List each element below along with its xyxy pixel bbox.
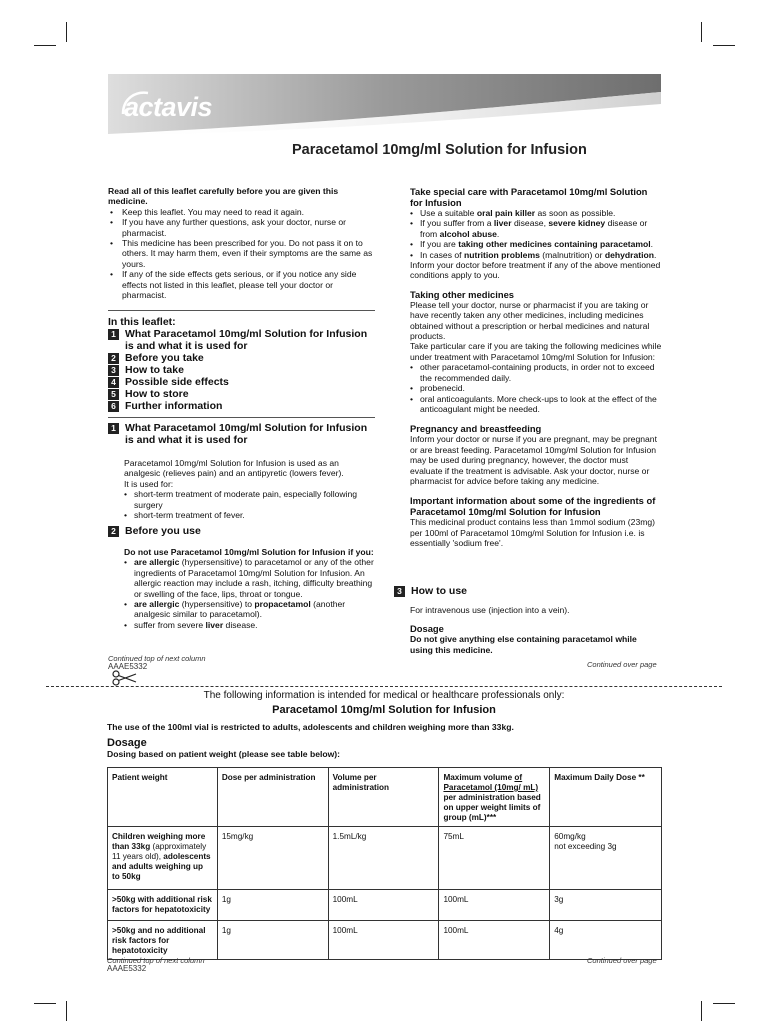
paragraph: Inform your doctor before treatment if any of the above mentioned conditions apply to you. — [410, 260, 661, 281]
warning-text: Do not give anything else containing paracetamol while using this medicine. — [410, 634, 637, 655]
paragraph: Paracetamol 10mg/ml Solution for Infusion is used as an analgesic (relieves pain) and an antipyretic (lowers fever). — [124, 458, 344, 479]
table-cell: 60mg/kg not exceeding 3g — [550, 827, 662, 890]
table-cell: 100mL — [439, 921, 550, 960]
intro-heading: Read all of this leaflet carefully before you are given this medicine. — [108, 186, 339, 207]
list-item: • are allergic (hypersensitive) to propacetamol (another analgesic similar to paracetamol). — [124, 599, 376, 620]
cut-line — [46, 686, 722, 687]
list-item: • probenecid. — [410, 383, 662, 393]
table-cell: 1.5mL/kg — [328, 827, 439, 890]
crop-mark — [701, 1001, 702, 1021]
section-3 — [394, 585, 662, 597]
section-number: 6 — [108, 401, 119, 412]
divider — [108, 310, 375, 311]
list-item: • If any of the side effects gets serious, or if you notice any side effects not listed in this leaflet, please tell your doctor or pharmacist. — [108, 269, 374, 300]
section-title: What Paracetamol 10mg/ml Solution for Infusion is and what it is used for — [125, 422, 368, 446]
section-3-body — [410, 605, 662, 655]
table-header-row — [108, 768, 662, 827]
document-code: AAAE5332 — [107, 964, 147, 973]
table-cell: 1g — [217, 890, 328, 921]
table-cell: Children weighing more than 33kg (approximately 11 years old), adolescents and adults weighing up to 50kg — [108, 827, 218, 890]
subheading: Taking other medicines — [410, 288, 515, 300]
table-cell: 100mL — [439, 890, 550, 921]
section-number: 3 — [108, 365, 119, 376]
section-heading — [108, 525, 374, 537]
paragraph: Take particular care if you are taking the following medicines while under treatment with Paracetamol 10mg/ml Solution for Infusion: — [410, 341, 662, 362]
subheading: Dosage — [410, 623, 444, 635]
list-item: • If you have any further questions, ask your doctor, nurse or pharmacist. — [108, 217, 374, 238]
table-row — [108, 921, 662, 960]
table-cell: >50kg with additional risk factors for hepatotoxicity — [108, 890, 218, 921]
dosage-heading: Dosage — [107, 737, 147, 749]
table-header-cell: Maximum volume of Paracetamol (10mg/ mL) per administration based on upper weight limits of group (mL)*** — [439, 768, 550, 827]
section-heading — [108, 422, 374, 446]
paragraph: It is used for: — [124, 478, 174, 489]
table-cell: >50kg and no additional risk factors for hepatotoxicity — [108, 921, 218, 960]
list-item: • other paracetamol-containing products, in order not to exceed the recommended daily. — [410, 362, 662, 383]
subheading: Pregnancy and breastfeeding — [410, 423, 542, 435]
table-cell: 100mL — [328, 921, 439, 960]
list-item: • Keep this leaflet. You may need to read it again. — [108, 207, 374, 217]
right-column — [410, 186, 662, 549]
dosage-subheading: Dosing based on patient weight (please see table below): — [107, 749, 341, 759]
section-number: 1 — [108, 423, 119, 434]
restriction-text: The use of the 100ml vial is restricted to adults, adolescents and children weighing more than 33kg. — [107, 722, 514, 732]
toc-item — [108, 364, 374, 376]
toc-label: How to store — [125, 388, 189, 400]
list-item: • oral anticoagulants. More check-ups to look at the effect of the anticoagulant might be needed. — [410, 394, 662, 415]
section-1 — [108, 422, 374, 446]
toc-label: How to take — [125, 364, 184, 376]
table-cell: 3g — [550, 890, 662, 921]
paragraph: Inform your doctor or nurse if you are pregnant, may be pregnant or are breast feeding. Paracetamol 10mg/ml Solution for Infusion may be used during pregnancy, however, the doctor must evaluate if the treatment is advisable. Ask your doctor, nurse or pharmacist for advice before taking any medicine. — [410, 434, 657, 486]
continued-note: Continued over page — [587, 660, 657, 669]
subheading: Take special care with Paracetamol 10mg/ml Solution for Infusion — [410, 186, 648, 208]
professional-title: Paracetamol 10mg/ml Solution for Infusion — [272, 704, 496, 716]
section-number: 5 — [108, 389, 119, 400]
toc-item — [108, 388, 374, 400]
professional-notice: The following information is intended for medical or healthcare professionals only: — [203, 690, 565, 701]
paragraph: This medicinal product contains less than 1mmol sodium (23mg) per 100ml of Paracetamol 10mg/ml Solution for Infusion i.e. is essentially 'sodium free'. — [410, 517, 656, 549]
list-item: • suffer from severe liver disease. — [124, 620, 376, 630]
table-cell: 75mL — [439, 827, 550, 890]
table-row — [108, 890, 662, 921]
intro-list — [108, 207, 374, 301]
table-header-cell: Volume per administration — [328, 768, 439, 827]
crop-mark — [34, 1003, 56, 1004]
list-item: • In cases of nutrition problems (malnutrition) or dehydration. — [410, 250, 662, 260]
divider — [108, 417, 375, 418]
table-header-cell: Patient weight — [108, 768, 218, 827]
list-item: • If you suffer from a liver disease, severe kidney disease or from alcohol abuse. — [410, 218, 662, 239]
section-2-body — [124, 547, 376, 630]
special-care-list — [410, 208, 662, 260]
section-title: How to use — [411, 585, 468, 597]
section-2 — [108, 525, 374, 537]
toc-item — [108, 352, 374, 364]
continued-note: Continued top of next column — [107, 956, 205, 965]
section-heading — [394, 585, 662, 597]
crop-mark — [66, 22, 67, 42]
crop-mark — [713, 1003, 735, 1004]
dosing-table — [107, 767, 662, 960]
table-header-cell: Dose per administration — [217, 768, 328, 827]
used-for-list — [124, 489, 376, 520]
table-cell: 100mL — [328, 890, 439, 921]
toc-label: Further information — [125, 400, 223, 412]
list-item: • If you are taking other medicines containing paracetamol. — [410, 239, 662, 249]
crop-mark — [66, 1001, 67, 1021]
paragraph: For intravenous use (injection into a vein). — [410, 605, 570, 615]
table-cell: 15mg/kg — [217, 827, 328, 890]
contraindication-list — [124, 557, 376, 630]
list-item: • Use a suitable oral pain killer as soon as possible. — [410, 208, 662, 218]
section-number: 3 — [394, 586, 405, 597]
continued-note: Continued top of next column — [108, 654, 206, 663]
scissors-icon — [112, 670, 138, 686]
crop-mark — [701, 22, 702, 42]
list-item: • This medicine has been prescribed for you. Do not pass it on to others. It may harm them, even if their symptoms are the same as yours. — [108, 238, 374, 269]
continued-note: Continued over page — [587, 956, 657, 965]
section-number: 1 — [108, 329, 119, 340]
toc-item — [108, 376, 374, 388]
section-number: 4 — [108, 377, 119, 388]
table-header-cell: Maximum Daily Dose ** — [550, 768, 662, 827]
toc-label: Possible side effects — [125, 376, 229, 388]
section-1-body — [124, 458, 376, 520]
table-cell: 1g — [217, 921, 328, 960]
toc-item — [108, 328, 374, 352]
document-code: AAAE5332 — [108, 662, 148, 671]
table-row — [108, 827, 662, 890]
list-item: • short-term treatment of moderate pain, especially following surgery — [124, 489, 376, 510]
toc-item — [108, 400, 374, 412]
subheading: Do not use Paracetamol 10mg/ml Solution for Infusion if you: — [124, 547, 374, 557]
left-column — [108, 186, 374, 300]
list-item: • short-term treatment of fever. — [124, 510, 376, 520]
list-item: • are allergic (hypersensitive) to paracetamol or any of the other ingredients of Paracetamol 10mg/ml Solution for Infusion. An allergic reaction may include a rash, itching, difficulty breathing or swelling of the face, lips, throat or tongue. — [124, 557, 376, 599]
company-logo: actavis — [124, 92, 213, 122]
toc-label: Before you take — [125, 352, 204, 364]
toc-label: What Paracetamol 10mg/ml Solution for Infusion is and what it is used for — [125, 328, 368, 352]
section-number: 2 — [108, 353, 119, 364]
toc-title: In this leaflet: — [108, 316, 176, 328]
crop-mark — [713, 45, 735, 46]
paragraph: Please tell your doctor, nurse or pharmacist if you are taking or have recently taken any other medicines, including medicines obtained without a prescription or herbal medicines and natural products. — [410, 299, 650, 342]
page-title: Paracetamol 10mg/ml Solution for Infusion — [292, 142, 587, 158]
subheading: Important information about some of the ingredients of Paracetamol 10mg/ml Solution for Infusion — [410, 495, 656, 518]
section-title: Before you use — [125, 525, 201, 537]
section-number: 2 — [108, 526, 119, 537]
crop-mark — [34, 45, 56, 46]
toc — [108, 316, 374, 412]
other-medicines-list — [410, 362, 662, 414]
table-cell: 4g — [550, 921, 662, 960]
